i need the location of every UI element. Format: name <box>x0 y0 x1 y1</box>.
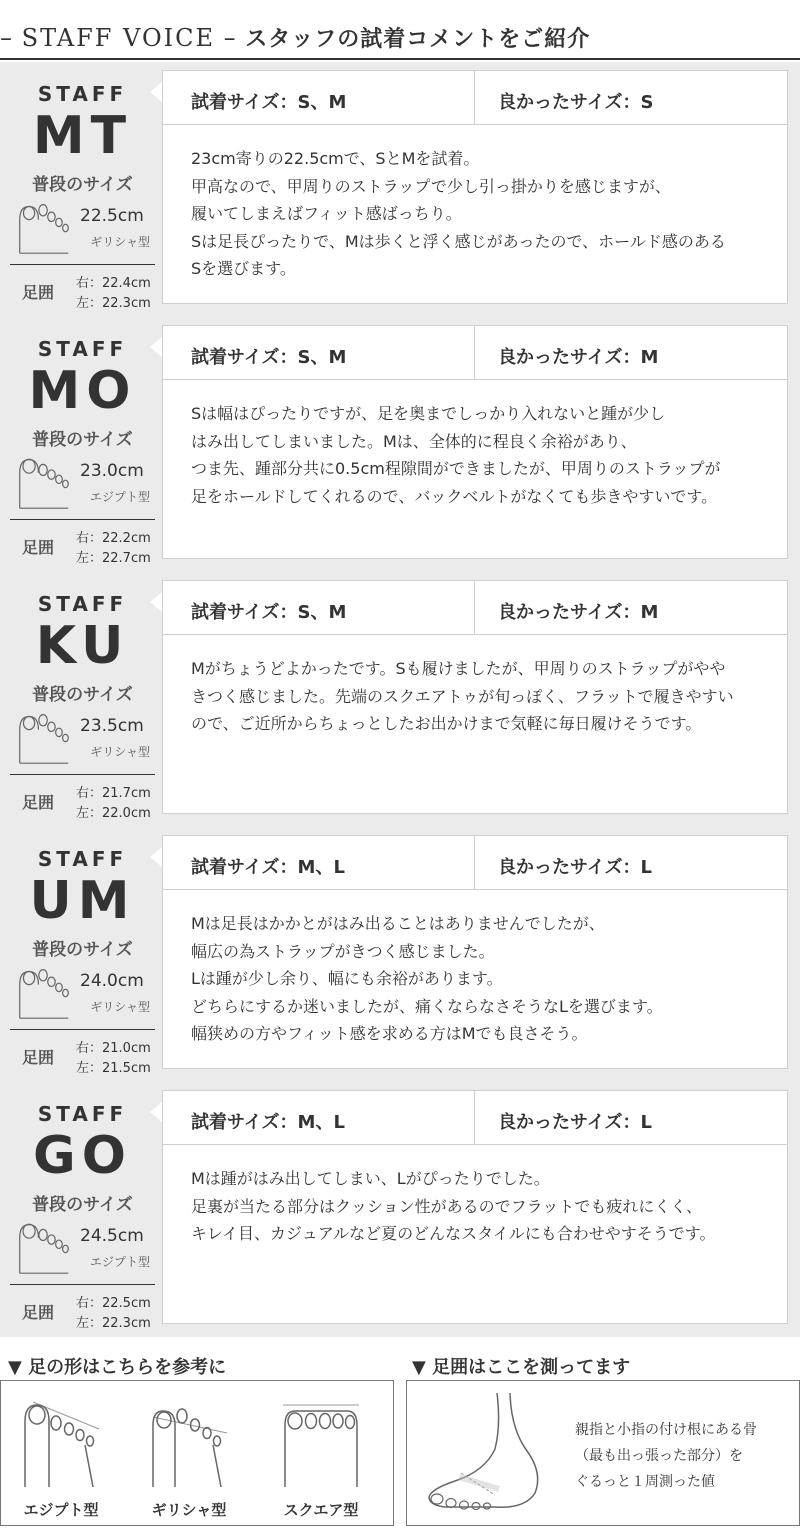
staff-block <box>0 1082 800 1337</box>
staff-profile <box>10 1092 155 1331</box>
card-header <box>163 581 787 635</box>
good-size: 良かったサイズ：M <box>498 347 659 368</box>
square-label: スクエア型 <box>283 1501 359 1519</box>
girth-left: 左：22.0cm <box>76 806 151 821</box>
staff-profile <box>10 582 155 821</box>
girth-right: 右：22.4cm <box>76 276 151 291</box>
girth-measure-box <box>406 1380 800 1526</box>
usual-size-label: 普段のサイズ <box>32 940 133 960</box>
foot-type: ギリシャ型 <box>90 235 150 249</box>
staff-block <box>0 572 800 827</box>
usual-size-label: 普段のサイズ <box>32 685 133 705</box>
profile-divider <box>10 774 155 775</box>
title-en: STAFF VOICE <box>21 24 215 52</box>
egyptian-label: エジプト型 <box>23 1501 99 1519</box>
comment-card <box>162 1090 788 1324</box>
tried-size: 試着サイズ：S、M <box>191 602 347 623</box>
staff-comment: Mがちょうどよかったです。Sも履けましたが、甲周りのストラップがやや きつく感じました。先端のスクエアトゥが旬っぽく、フラットで履きやすい ので、ご近所からちょっとしたお出かけまで気軽に毎日履けそうです。 <box>191 659 734 733</box>
tried-size: 試着サイズ：S、M <box>191 347 347 368</box>
title-jp: スタッフの試着コメントをご紹介 <box>245 27 591 52</box>
staff-profile <box>10 837 155 1076</box>
usual-size-value: 23.5cm <box>80 716 144 736</box>
girth-left: 左：21.5cm <box>76 1061 151 1076</box>
foot-measure-icon <box>415 1389 565 1519</box>
profile-divider <box>10 519 155 520</box>
staff-block <box>0 62 800 317</box>
girth-measure-title: ▼ 足囲はここを測ってます <box>412 1357 631 1378</box>
foot-type: ギリシャ型 <box>90 745 150 759</box>
speech-tail <box>150 847 162 867</box>
girth-label: 足囲 <box>22 283 55 302</box>
staff-initials: MT <box>32 106 133 166</box>
usual-size-label: 普段のサイズ <box>32 1195 133 1215</box>
staff-initials: UM <box>29 871 136 931</box>
foot-type: エジプト型 <box>89 1255 150 1269</box>
foot-shapes-box <box>0 1380 394 1526</box>
girth-label: 足囲 <box>22 538 55 557</box>
girth-label: 足囲 <box>22 793 55 812</box>
girth-right: 右：22.5cm <box>76 1296 151 1311</box>
greek-label: ギリシャ型 <box>151 1501 227 1519</box>
staff-label: STAFF <box>37 847 128 871</box>
girth-right: 右：21.0cm <box>76 1041 151 1056</box>
staff-initials: MO <box>28 361 137 421</box>
staff-label: STAFF <box>37 82 128 106</box>
page-header <box>0 0 800 60</box>
comment-card <box>162 835 788 1069</box>
staff-block <box>0 827 800 1082</box>
girth-right: 右：22.2cm <box>76 531 151 546</box>
egyptian-foot-icon <box>16 1218 72 1278</box>
staff-label: STAFF <box>37 1102 128 1126</box>
greek-foot-icon <box>149 1399 229 1489</box>
speech-tail <box>150 82 162 102</box>
girth-label: 足囲 <box>22 1303 55 1322</box>
square-foot-icon <box>281 1399 361 1489</box>
greek-foot-icon <box>16 963 72 1023</box>
header-divider <box>474 836 475 890</box>
reference-section <box>0 1345 800 1528</box>
comment-card <box>162 70 788 304</box>
staff-comment: 23cm寄りの22.5cmで、SとMを試着。 甲高なので、甲周りのストラップで少し引っ掛かりを感じますが、 履いてしまえばフィット感ばっちり。 Sは足長ぴったりで、Mは歩くと浮く感じがあったので、ホールド感のある Sを選びます。 <box>191 149 726 278</box>
staff-comment: Mは足長はかかとがはみ出ることはありませんでしたが、 幅広の為ストラップがきつく感じました。 Lは踵が少し余り、幅にも余裕があります。 どちらにするか迷いましたが、痛くならなさそうなLを選びます。 幅狭めの方やフィット感を求める方はMでも良さそう。 <box>191 914 663 1043</box>
girth-label: 足囲 <box>22 1048 55 1067</box>
staff-label: STAFF <box>37 592 128 616</box>
tried-size: 試着サイズ：M、L <box>191 857 345 878</box>
profile-divider <box>10 1029 155 1030</box>
page-title: – STAFF VOICE – スタッフの試着コメントをご紹介 <box>0 24 591 52</box>
speech-tail <box>150 592 162 612</box>
greek-foot-icon <box>16 198 72 258</box>
staff-profile <box>10 72 155 311</box>
staff-comment: Mは踵がはみ出してしまい、Lがぴったりでした。 足裏が当たる部分はクッション性があるのでフラットでも疲れにくく、 キレイ目、カジュアルなど夏のどんなスタイルにも合わせやすそうです。 <box>191 1169 716 1243</box>
usual-size-label: 普段のサイズ <box>32 175 133 195</box>
speech-tail <box>150 1102 162 1122</box>
good-size: 良かったサイズ：S <box>498 92 654 113</box>
card-header <box>163 326 787 380</box>
card-header <box>163 836 787 890</box>
staff-comment: Sは幅はぴったりですが、足を奥までしっかり入れないと踵が少し はみ出してしまいました。Mは、全体的に程良く余裕があり、 つま先、踵部分共に0.5cm程隙間ができましたが、甲周りのストラップが 足をホールドしてくれるので、バックベルトがなくても歩きやすいです。 <box>191 404 721 506</box>
staff-label: STAFF <box>37 337 128 361</box>
header-divider <box>474 71 475 125</box>
good-size: 良かったサイズ：L <box>498 1112 653 1133</box>
speech-tail <box>150 337 162 357</box>
usual-size-value: 22.5cm <box>80 206 144 226</box>
foot-type: ギリシャ型 <box>90 1000 150 1014</box>
staff-voice-section <box>0 62 800 1337</box>
staff-profile <box>10 327 155 566</box>
profile-divider <box>10 1284 155 1285</box>
girth-left: 左：22.7cm <box>76 551 151 566</box>
greek-foot-icon <box>16 708 72 768</box>
foot-shapes-title: ▼ 足の形はこちらを参考に <box>8 1357 227 1378</box>
usual-size-label: 普段のサイズ <box>32 430 133 450</box>
header-divider <box>474 1091 475 1145</box>
comment-card <box>162 580 788 814</box>
staff-initials: KU <box>35 616 130 676</box>
tried-size: 試着サイズ：M、L <box>191 1112 345 1133</box>
usual-size-value: 23.0cm <box>80 461 144 481</box>
card-header <box>163 1091 787 1145</box>
foot-type: エジプト型 <box>89 490 150 504</box>
girth-left: 左：22.3cm <box>76 1316 151 1331</box>
usual-size-value: 24.0cm <box>80 971 144 991</box>
usual-size-value: 24.5cm <box>80 1226 144 1246</box>
header-divider <box>474 581 475 635</box>
good-size: 良かったサイズ：L <box>498 857 653 878</box>
tried-size: 試着サイズ：S、M <box>191 92 347 113</box>
card-header <box>163 71 787 125</box>
staff-block <box>0 317 800 572</box>
egyptian-foot-icon <box>21 1399 101 1489</box>
girth-right: 右：21.7cm <box>76 786 151 801</box>
header-divider <box>474 326 475 380</box>
profile-divider <box>10 264 155 265</box>
girth-measure-description: 親指と小指の付け根にある骨 （最も出っ張った部分）を ぐるっと１周測った値 <box>575 1422 757 1490</box>
egyptian-foot-icon <box>16 453 72 513</box>
good-size: 良かったサイズ：M <box>498 602 659 623</box>
staff-initials: GO <box>33 1126 132 1186</box>
girth-left: 左：22.3cm <box>76 296 151 311</box>
comment-card <box>162 325 788 559</box>
